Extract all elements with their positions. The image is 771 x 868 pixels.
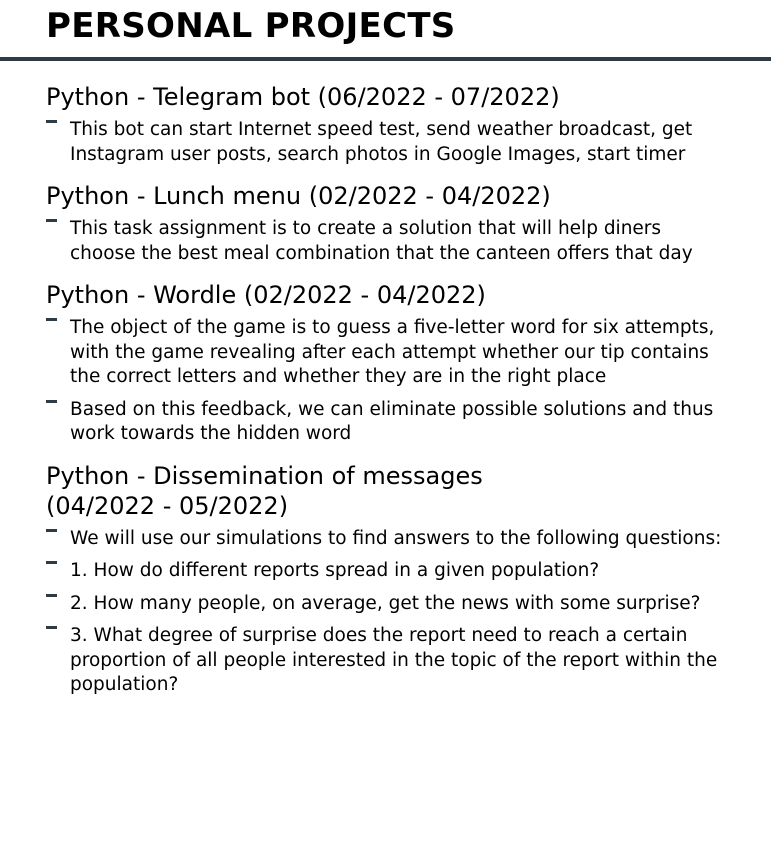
dash-bullet-icon xyxy=(46,594,57,597)
bullet-text: 1. How do different reports spread in a given population? xyxy=(70,560,600,581)
list-item xyxy=(46,217,726,266)
list-item xyxy=(46,118,726,167)
bullet-text: 2. How many people, on average, get the news with some surprise? xyxy=(70,592,701,614)
list-item xyxy=(46,398,726,447)
project-dissemination-of-messages xyxy=(46,461,726,698)
project-title: Python - Dissemination of messages (04/2022 - 05/2022) xyxy=(46,461,483,520)
dash-bullet-icon xyxy=(46,120,57,123)
project-title: Python - Lunch menu (02/2022 - 04/2022) xyxy=(46,182,551,210)
section-divider xyxy=(0,57,771,61)
bullet-list xyxy=(46,217,726,266)
dash-bullet-icon xyxy=(46,219,57,222)
project-wordle xyxy=(46,280,726,447)
bullet-text: 3. What degree of surprise does the report need to reach a certain proportion of all people interested in the topic of the report within the population? xyxy=(70,625,718,695)
list-item xyxy=(46,559,726,584)
bullet-text: This bot can start Internet speed test, send weather broadcast, get Instagram user posts, search photos in Google Images, start timer xyxy=(70,119,693,165)
project-lunch-menu xyxy=(46,181,726,266)
bullet-list xyxy=(46,316,726,447)
dash-bullet-icon xyxy=(46,561,57,564)
section-title: PERSONAL PROJECTS xyxy=(46,6,456,46)
list-item xyxy=(46,592,726,617)
dash-bullet-icon xyxy=(46,318,57,321)
project-title: Python - Telegram bot (06/2022 - 07/2022) xyxy=(46,83,560,111)
bullet-text: This task assignment is to create a solution that will help diners choose the best meal combination that the canteen offers that day xyxy=(70,218,693,264)
list-item xyxy=(46,316,726,390)
projects-list xyxy=(46,82,726,712)
dash-bullet-icon xyxy=(46,400,57,403)
list-item xyxy=(46,527,726,552)
bullet-list xyxy=(46,527,726,698)
bullet-list xyxy=(46,118,726,167)
project-telegram-bot xyxy=(46,82,726,167)
list-item xyxy=(46,624,726,698)
dash-bullet-icon xyxy=(46,626,57,629)
bullet-text: We will use our simulations to find answers to the following questions: xyxy=(70,527,722,549)
dash-bullet-icon xyxy=(46,529,57,532)
bullet-text: Based on this feedback, we can eliminate possible solutions and thus work towards the hidden word xyxy=(70,398,714,444)
project-title: Python - Wordle (02/2022 - 04/2022) xyxy=(46,281,486,309)
bullet-text: The object of the game is to guess a five-letter word for six attempts, with the game revealing after each attempt whether our tip contains the correct letters and whether they are in the right place xyxy=(70,317,715,387)
